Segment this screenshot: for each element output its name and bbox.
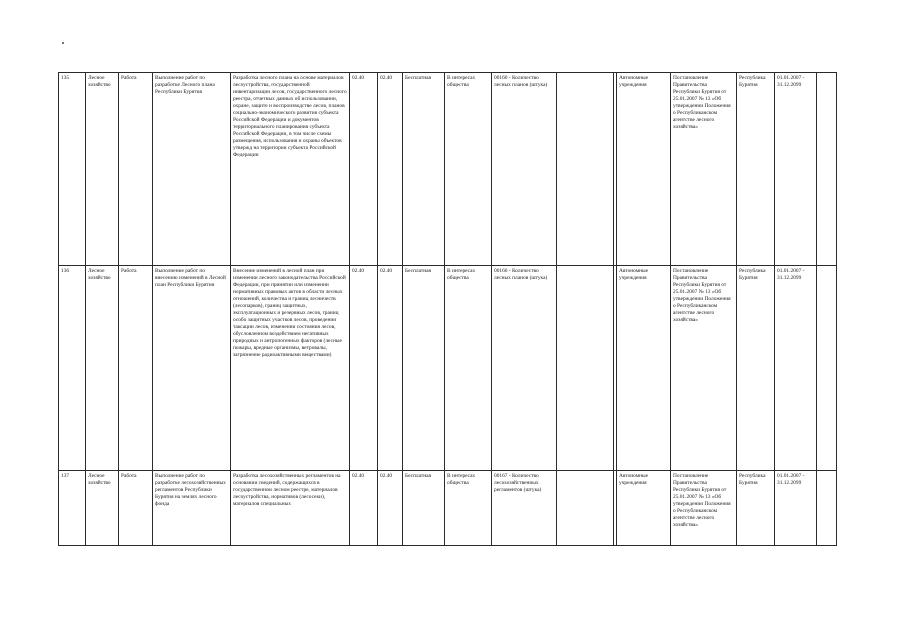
- indicator-cell: 00167 - Количество лесохозяйственных регламентов (штука): [492, 471, 557, 546]
- empty-cell: [817, 73, 837, 266]
- empty-cell: [557, 266, 614, 471]
- indicator-cell: 00160 - Количество лесных планов (штука): [492, 73, 557, 266]
- table-row: [59, 73, 837, 266]
- interest-cell: В интересах общества: [445, 471, 492, 546]
- sphere-cell: Лесное хозяйство: [86, 471, 119, 546]
- okved-code-cell: 02.40: [378, 73, 403, 266]
- period-cell: 01.01.2007 - 31.12.2099: [775, 266, 817, 471]
- sphere-cell: Лесное хозяйство: [86, 266, 119, 471]
- okved-code-cell: 02.40: [378, 471, 403, 546]
- payment-cell: Бесплатная: [403, 266, 445, 471]
- okved-code-cell: 02.40: [350, 471, 378, 546]
- okved-code-cell: 02.40: [350, 266, 378, 471]
- content-cell: Разработка лесного плана на основе материалов лесоустройства, государственной инвентаризации лесов, государственного лесного реестра, отчетных данных об использовании, охране, защите и воспроизводстве лесов, планов социально-экономического развития субъекта Российской Федерации и документов территориального планирования субъекта Российской Федерации, в том числе схемы размещения, использования и охраны объектов утвержд на территории субъекта Российской Федерации: [231, 73, 350, 266]
- consumers-cell: Автономные учреждения: [617, 471, 671, 546]
- okved-code-cell: 02.40: [378, 266, 403, 471]
- type-cell: Работа: [119, 471, 153, 546]
- legal-basis-cell: Постановление Правительства Республики Бурятия от 25.01.2007 № 13 «Об утверждении Положения о Республиканском агентстве лесного хозяйства»: [671, 266, 737, 471]
- row-number: 137: [59, 471, 86, 546]
- interest-cell: В интересах общества: [445, 73, 492, 266]
- indicator-cell: 00166 - Количество лесных планов (штука): [492, 266, 557, 471]
- empty-cell: [557, 471, 614, 546]
- table-row: [59, 266, 837, 471]
- registry-table: [58, 72, 837, 546]
- period-cell: 01.01.2007 - 31.12.2099: [775, 73, 817, 266]
- payment-cell: Бесплатная: [403, 73, 445, 266]
- content-cell: Внесение изменений в лесной план при изменении лесного законодательства Российской Федерации, при принятии или изменении нормативных правовых актов в области лесных отношений, количества и границ лесничеств (лесопарков), границ защитных, эксплуатационных и резервных лесов, границ особо защитных участков лесов, проведении таксации лесов, изменении состояния лесов, обусловленном воздействием негативных природных и антропогенных факторов (лесные пожары, вредные организмы, ветровалы, загрязнение радиоактивными веществами): [231, 266, 350, 471]
- work-name-cell: Выполнение работ по разработке лесохозяйственных регламентов Республики Бурятия на землях лесного фонда: [153, 471, 231, 546]
- type-cell: Работа: [119, 266, 153, 471]
- legal-basis-cell: Постановление Правительства Республики Бурятия от 25.01.2007 № 13 «Об утверждении Положения о Республиканском агентстве лесного хозяйства»: [671, 471, 737, 546]
- okved-code-cell: 02.40: [350, 73, 378, 266]
- table-row: [59, 471, 837, 546]
- payment-cell: Бесплатная: [403, 471, 445, 546]
- interest-cell: В интересах общества: [445, 266, 492, 471]
- type-cell: Работа: [119, 73, 153, 266]
- work-name-cell: Выполнение работ по внесению изменений в Лесной план Республики Бурятия: [153, 266, 231, 471]
- empty-cell: [817, 266, 837, 471]
- sphere-cell: Лесное хозяйство: [86, 73, 119, 266]
- region-cell: Республика Бурятия: [737, 73, 775, 266]
- page-dot-mark: [62, 42, 64, 44]
- period-cell: 01.01.2007 - 31.12.2099: [775, 471, 817, 546]
- consumers-cell: Автономные учреждения: [617, 73, 671, 266]
- empty-cell: [817, 471, 837, 546]
- region-cell: Республика Бурятия: [737, 471, 775, 546]
- work-name-cell: Выполнение работ по разработке Лесного плана Республики Бурятия: [153, 73, 231, 266]
- consumers-cell: Автономные учреждения: [617, 266, 671, 471]
- legal-basis-cell: Постановление Правительства Республики Бурятия от 25.01.2007 № 13 «Об утверждении Положения о Республиканском агентстве лесного хозяйства»: [671, 73, 737, 266]
- region-cell: Республика Бурятия: [737, 266, 775, 471]
- empty-cell: [557, 73, 614, 266]
- row-number: 135: [59, 73, 86, 266]
- row-number: 136: [59, 266, 86, 471]
- content-cell: Разработка лесохозяйственных регламентов на основании сведений, содержащихся в государственном лесном реестре, материалов лесоустройства, нормативов (лесосеки), материалов специальных: [231, 471, 350, 546]
